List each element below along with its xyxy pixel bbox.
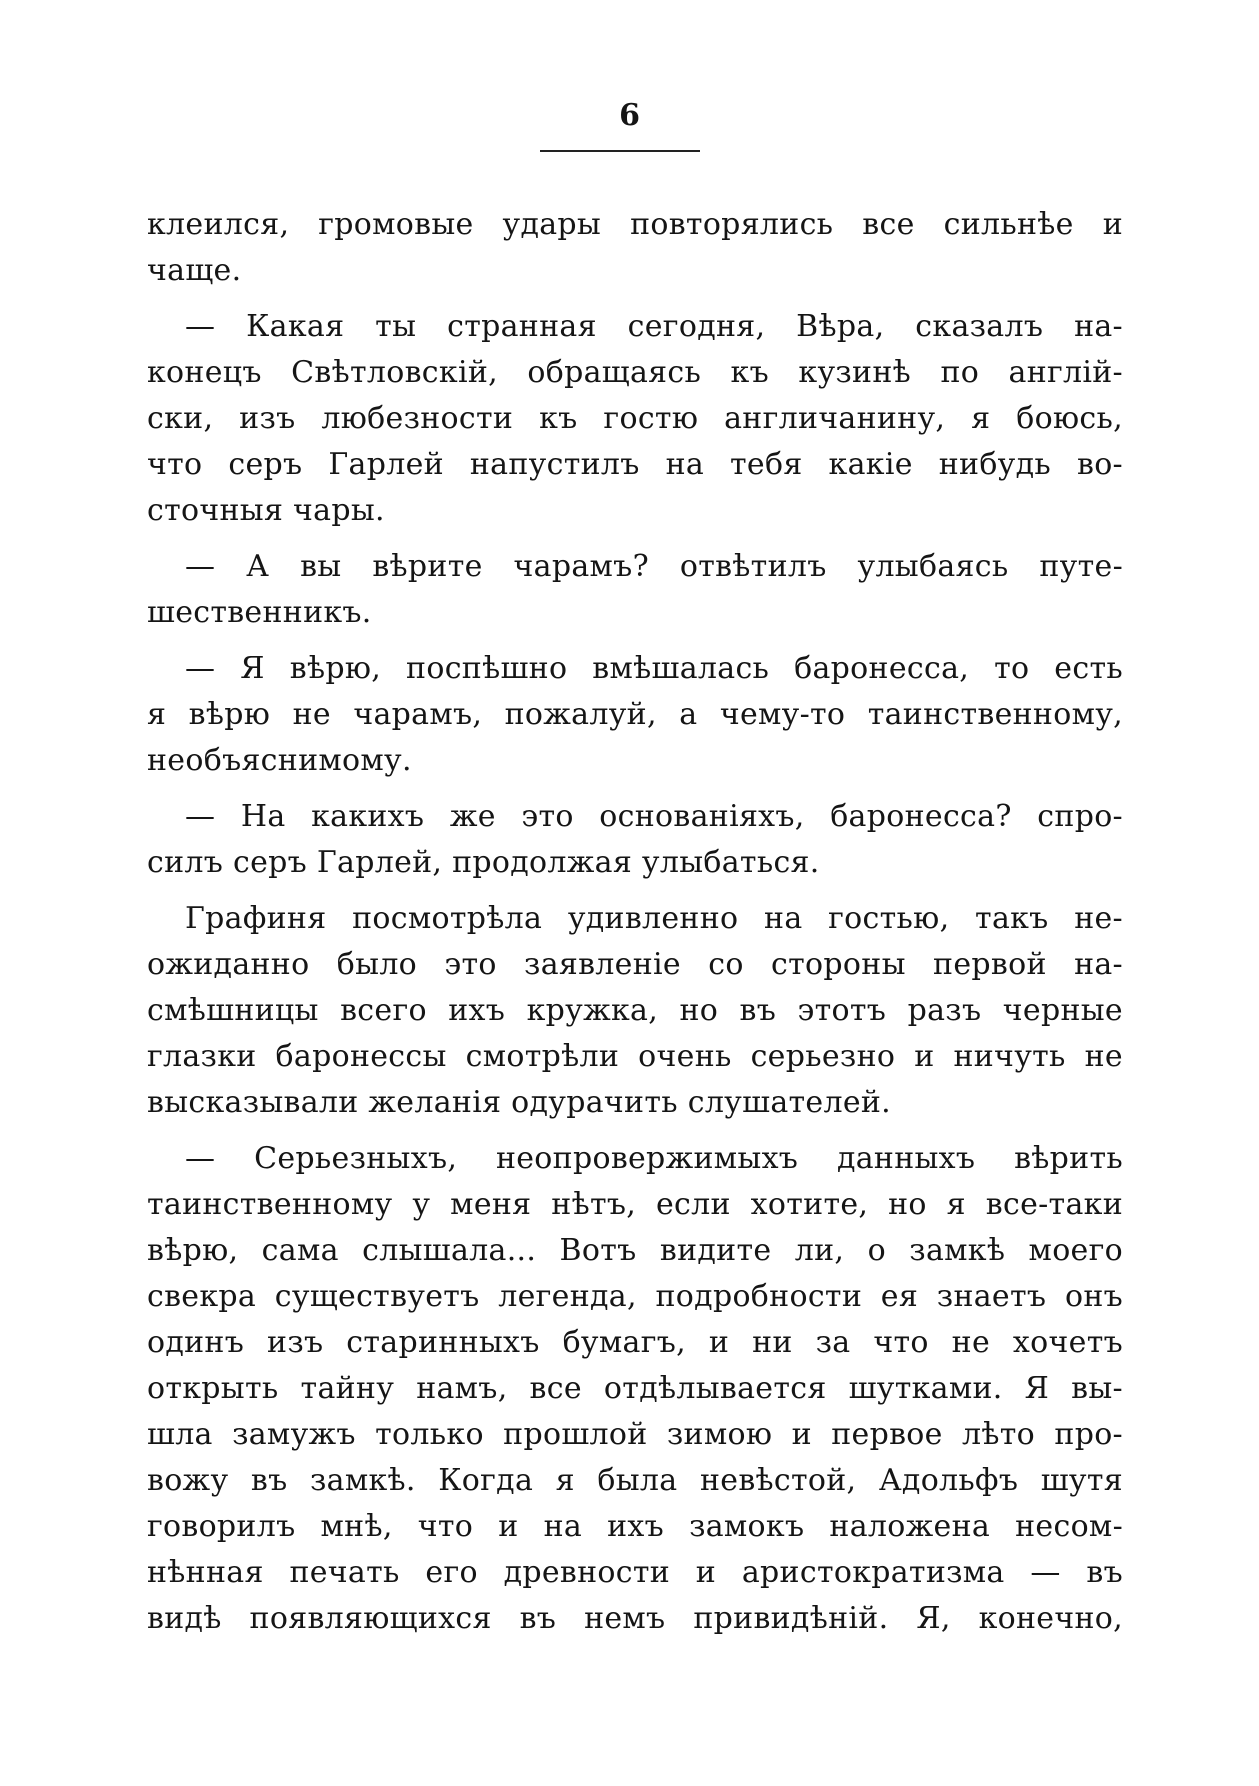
text-line: конецъ Свѣтловскій, обращаясь къ кузинѣ по англій-: [147, 355, 1123, 390]
text-line: свекра существуетъ легенда, подробности ея знаетъ онъ: [147, 1279, 1123, 1314]
text-line: — На какихъ же это основаніяхъ, баронесса? спро-: [185, 799, 1123, 834]
header-rule: [540, 150, 700, 152]
text-line: я вѣрю не чарамъ, пожалуй, а чему-то таинственному,: [147, 697, 1123, 732]
text-line: таинственному у меня нѣтъ, если хотите, но я все-таки: [147, 1187, 1123, 1222]
text-line: ожиданно было это заявленіе со стороны первой на-: [147, 947, 1123, 982]
text-line: сточныя чары.: [147, 493, 385, 528]
text-line: шла замужъ только прошлой зимою и первое лѣто про-: [147, 1417, 1123, 1452]
text-line: силъ серъ Гарлей, продолжая улыбаться.: [147, 845, 820, 880]
text-line: вожу въ замкѣ. Когда я была невѣстой, Адольфъ шутя: [147, 1463, 1123, 1498]
text-line: ски, изъ любезности къ гостю англичанину, я боюсь,: [147, 401, 1123, 436]
text-line: что серъ Гарлей напустилъ на тебя какіе нибудь во-: [147, 447, 1123, 482]
text-line: открыть тайну намъ, все отдѣлывается шутками. Я вы-: [147, 1371, 1123, 1406]
text-line: клеился, громовые удары повторялись все сильнѣе и: [147, 207, 1123, 242]
text-line: вѣрю, сама слышала... Вотъ видите ли, о замкѣ моего: [147, 1233, 1123, 1268]
text-line: — Какая ты странная сегодня, Вѣра, сказалъ на-: [185, 309, 1123, 344]
text-line: видѣ появляющихся въ немъ привидѣній. Я, конечно,: [147, 1601, 1123, 1636]
text-line: смѣшницы всего ихъ кружка, но въ этотъ разъ черные: [147, 993, 1123, 1028]
text-line: чаще.: [147, 253, 242, 288]
text-line: высказывали желанія одурачить слушателей.: [147, 1085, 892, 1120]
text-line: нѣнная печать его древности и аристократизма — въ: [147, 1555, 1123, 1590]
text-line: глазки баронессы смотрѣли очень серьезно и ничуть не: [147, 1039, 1123, 1074]
page-number: 6: [619, 98, 640, 133]
text-line: Графиня посмотрѣла удивленно на гостью, такъ не-: [185, 901, 1123, 936]
text-line: — Я вѣрю, поспѣшно вмѣшалась баронесса, то есть: [185, 651, 1123, 686]
text-line: — Серьезныхъ, неопровержимыхъ данныхъ вѣрить: [185, 1141, 1123, 1176]
text-line: шественникъ.: [147, 595, 372, 630]
text-line: — А вы вѣрите чарамъ? отвѣтилъ улыбаясь путе-: [185, 549, 1123, 584]
body-text: [147, 202, 1123, 1642]
text-line: одинъ изъ старинныхъ бумагъ, и ни за что не хочетъ: [147, 1325, 1123, 1360]
text-line: говорилъ мнѣ, что и на ихъ замокъ наложена несом-: [147, 1509, 1123, 1544]
text-line: необъяснимому.: [147, 743, 412, 778]
